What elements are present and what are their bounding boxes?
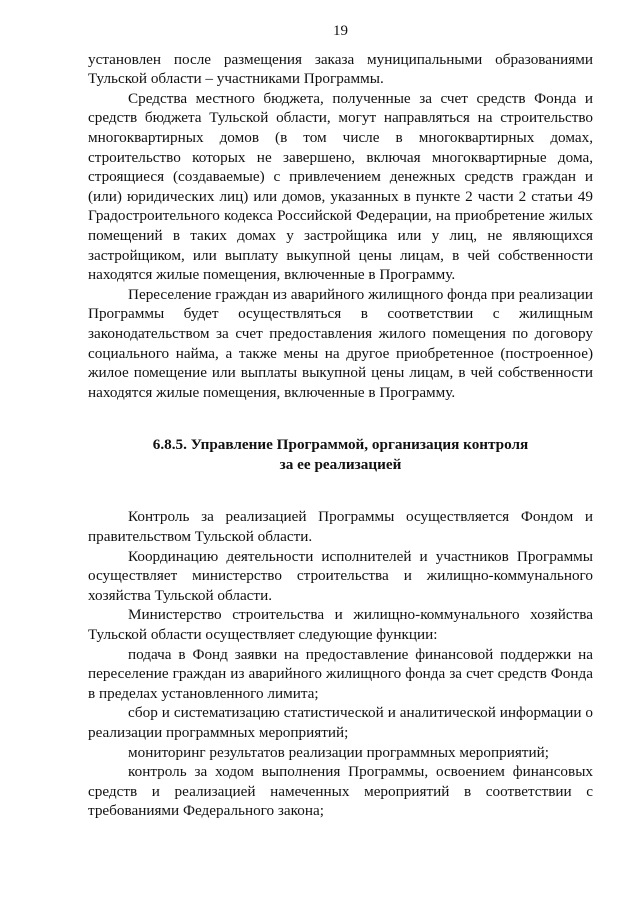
paragraph: установлен после размещения заказа муниципальными образованиями Тульской области – участниками Программы. (88, 50, 593, 88)
list-item-function: сбор и систематизацию статистической и аналитической информации о реализации программных мероприятий; (88, 704, 593, 741)
paragraph: Координацию деятельности исполнителей и участников Программы осуществляет министерство строительства и жилищно-коммунального хозяйства Тульской области. (88, 547, 593, 604)
document-page (88, 22, 593, 821)
section-heading (88, 435, 593, 474)
section-body-bottom (88, 507, 593, 821)
list-item-function: мониторинг результатов реализации программных мероприятий; (128, 743, 549, 761)
section-body-top (88, 50, 593, 403)
list-item-function: контроль за ходом выполнения Программы, освоением финансовых средств и реализацией намеченных мероприятий в соответствии с требованиями Федерального закона; (88, 763, 593, 820)
paragraph: Средства местного бюджета, полученные за счет средств Фонда и средств бюджета Тульской области, могут направляться на строительство многоквартирных домов (в том числе в многоквартирных домах, строительство которых не завершено, включая многоквартирные дома, строящиеся (создаваемые) с привлечением денежных средств граждан и (или) юридических лиц) или домов, указанных в пункте 2 части 2 статьи 49 Градостроительного кодекса Российской Федерации, на приобретение жилых помещений в таких домах у застройщика или у лиц, не являющихся застройщиком, или выплату выкупной цены лицам, в чей собственности находятся жилые помещения, включенные в Программу. (88, 89, 593, 284)
paragraph: Переселение граждан из аварийного жилищного фонда при реализации Программы будет осуществляться в соответствии с жилищным законодательством за счет предоставления жилого помещения по договору социального найма, а также мены на другое приобретенное (построенное) жилое помещение или выплаты выкупной цены лицам, в чей собственности находятся жилые помещения, включенные в Программу. (88, 285, 593, 401)
section-heading-line: за ее реализацией (279, 455, 402, 473)
section-heading-line: 6.8.5. Управление Программой, организация контроля (152, 436, 529, 454)
paragraph: Министерство строительства и жилищно-коммунального хозяйства Тульской области осуществляет следующие функции: (88, 606, 593, 644)
list-item-function: подача в Фонд заявки на предоставление финансовой поддержки на переселение граждан из аварийного жилищного фонда за счет средств Фонда в пределах установленного лимита; (88, 645, 593, 702)
page-number: 19 (333, 23, 348, 39)
paragraph: Контроль за реализацией Программы осуществляется Фондом и правительством Тульской области. (88, 508, 593, 546)
